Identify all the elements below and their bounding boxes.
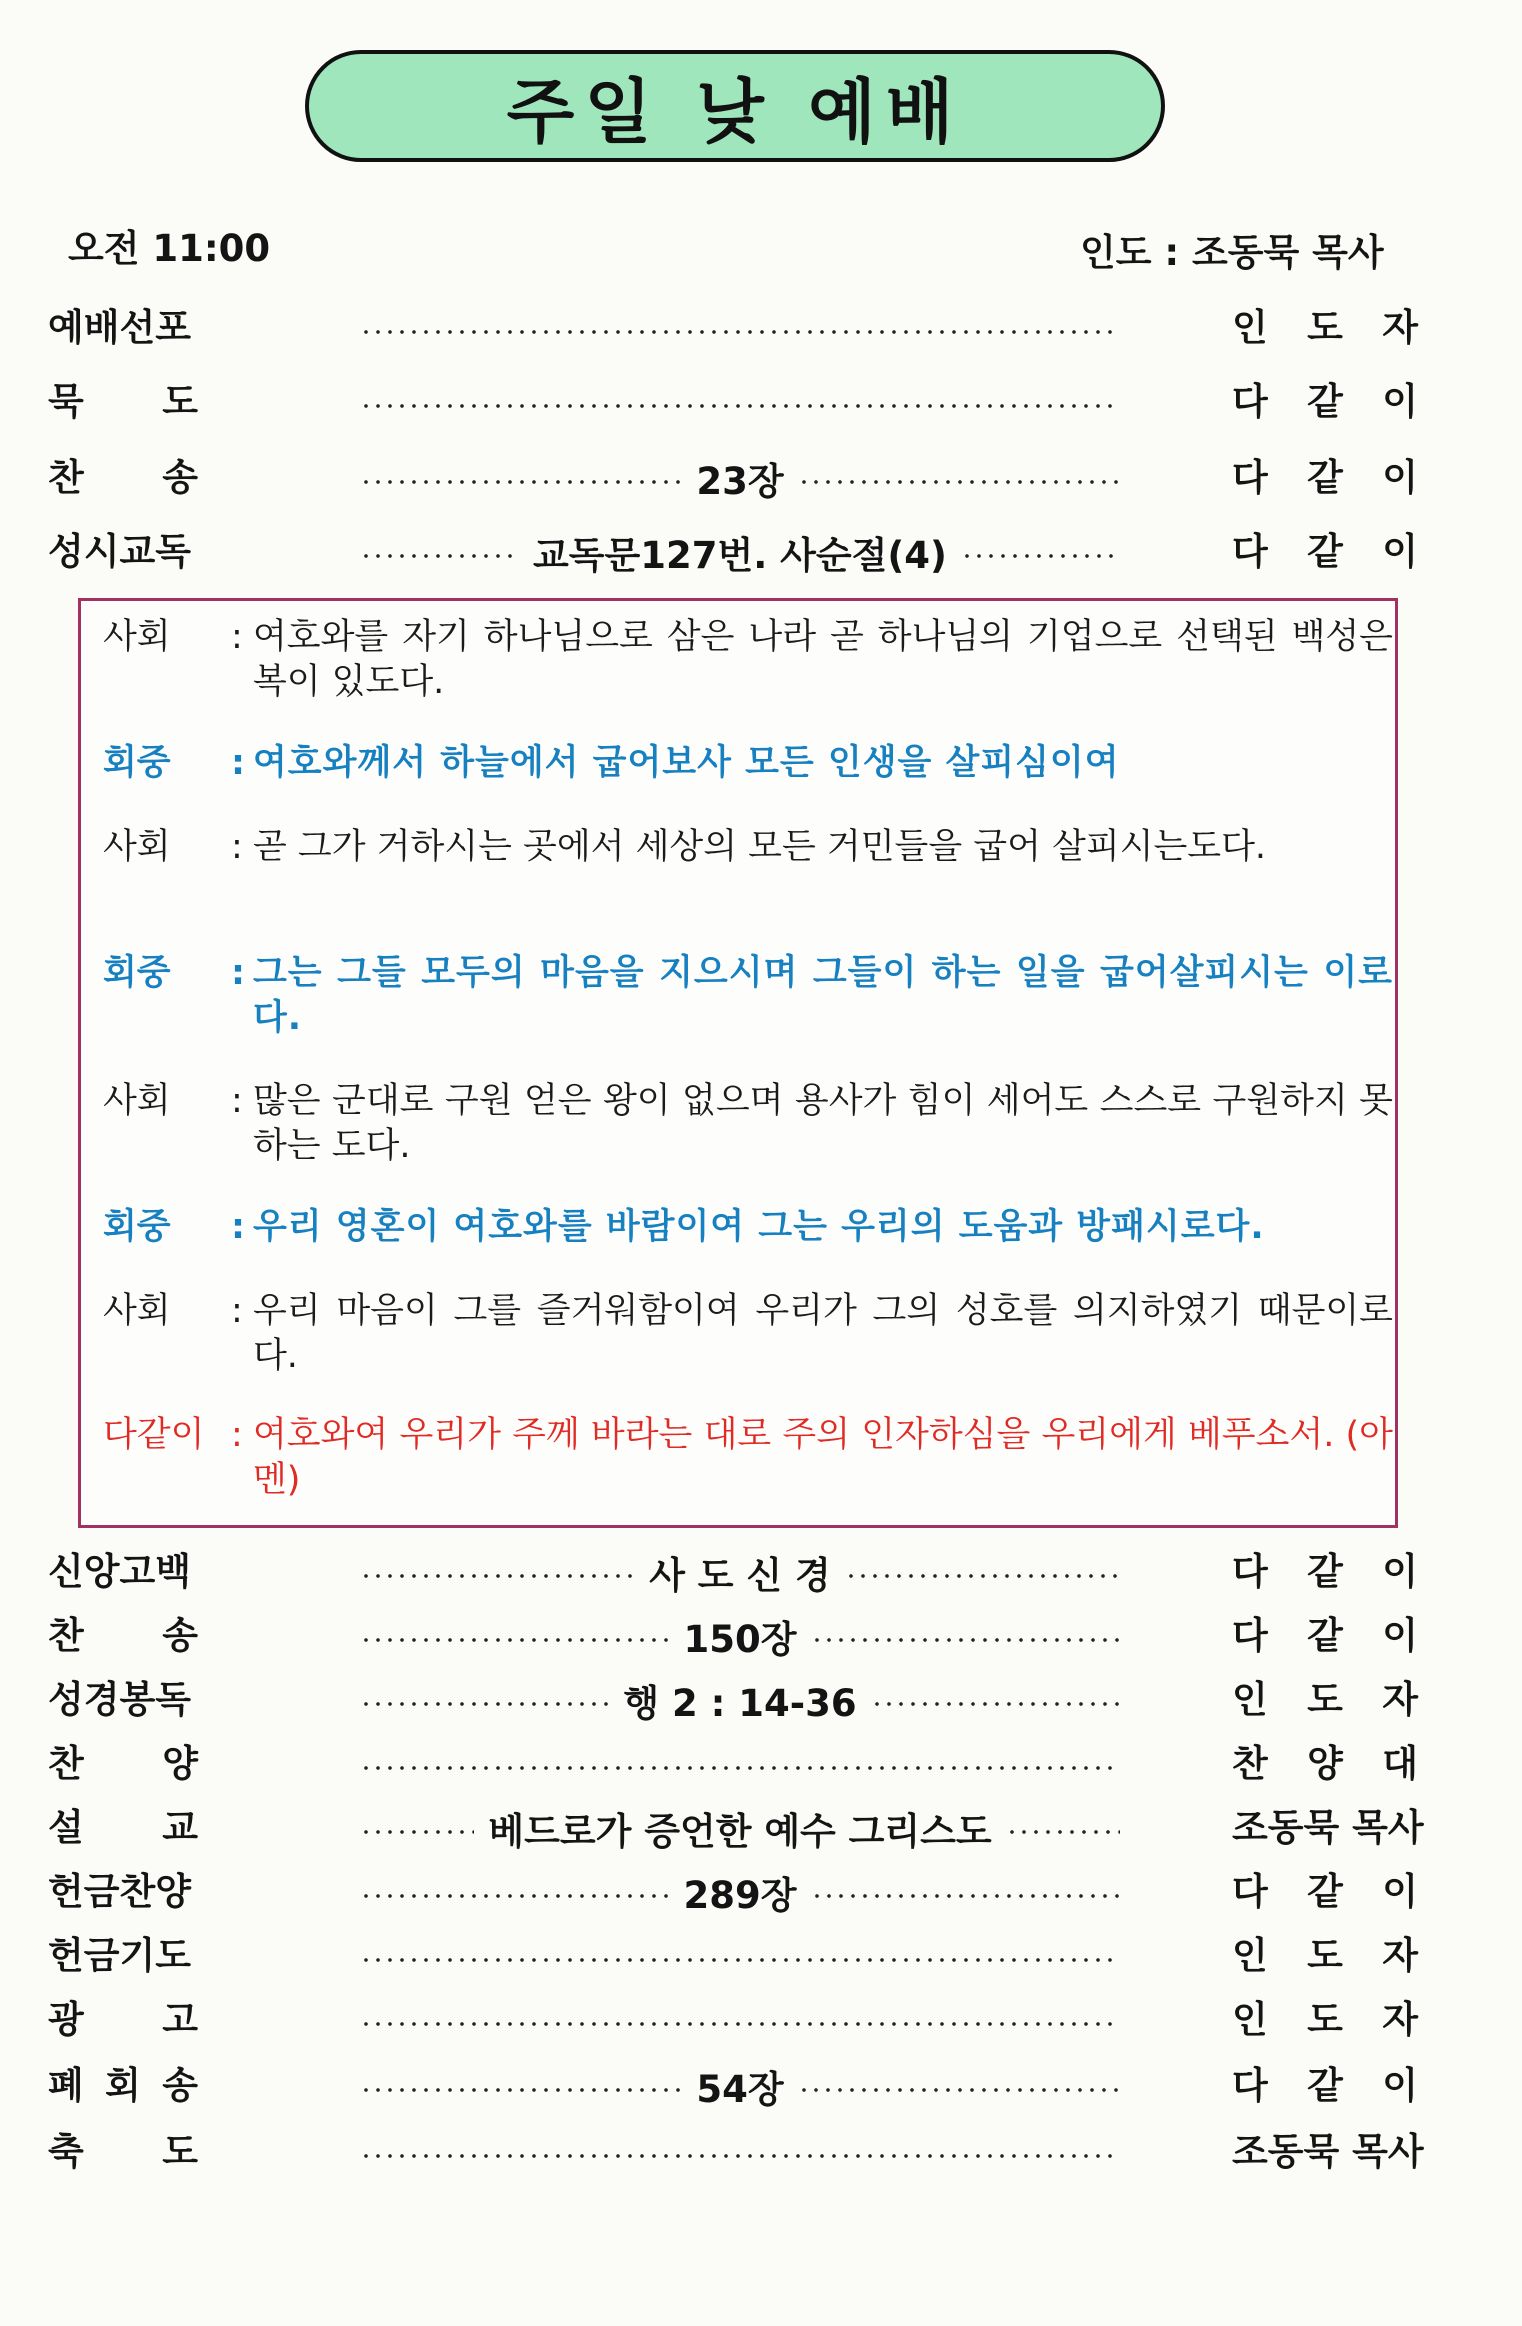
order-label: 성시교독 <box>48 530 191 573</box>
dot-leader <box>360 448 1120 508</box>
service-title-banner <box>305 50 1165 162</box>
reading-line: 사회 : 곧 그가 거하시는 곳에서 세상의 모든 거민들을 굽어 살피시는도다. <box>103 825 1393 870</box>
order-by: 다 같 이 <box>1232 1870 1418 1913</box>
order-row <box>0 1990 1522 2050</box>
reading-line: 회중 : 여호와께서 하늘에서 굽어보사 모든 인생을 살피심이여 <box>103 741 1393 786</box>
order-by: 인 도 자 <box>1232 306 1418 349</box>
service-time: 오전 11:00 <box>68 227 271 270</box>
order-label: 헌금기도 <box>48 1934 191 1977</box>
dot-leader <box>360 2056 1120 2116</box>
reading-speaker: 회중 <box>103 1207 171 1247</box>
responsive-reading-box <box>78 598 1398 1528</box>
order-detail: 54장 <box>696 2068 784 2111</box>
reading-text: 여호와를 자기 하나님으로 삼은 나라 곧 하나님의 기업으로 선택된 백성은 복이 있도다. <box>253 617 1393 702</box>
reading-speaker: 사회 <box>103 827 171 867</box>
dot-leader <box>360 1862 1120 1922</box>
order-detail: 150장 <box>683 1618 797 1661</box>
order-detail: 베드로가 증언한 예수 그리스도 <box>488 1810 992 1853</box>
dot-leader <box>360 1606 1120 1666</box>
order-detail: 사 도 신 경 <box>649 1554 831 1597</box>
order-label: 묵 도 <box>48 380 198 423</box>
order-label: 폐 회 송 <box>48 2064 198 2107</box>
order-row <box>0 298 1522 358</box>
order-label: 신앙고백 <box>48 1550 191 1593</box>
reading-text: 여호와께서 하늘에서 굽어보사 모든 인생을 살피심이여 <box>253 743 1120 783</box>
reading-speaker: 사회 <box>103 1081 171 1121</box>
dot-leader <box>360 1990 1120 2050</box>
order-by: 찬 양 대 <box>1232 1742 1418 1785</box>
reading-speaker: 회중 <box>103 953 171 993</box>
reading-speaker: 사회 <box>103 1291 171 1331</box>
reading-line: 사회 : 여호와를 자기 하나님으로 삼은 나라 곧 하나님의 기업으로 선택된 백성은 복이 있도다. <box>103 615 1393 705</box>
reading-line: 다같이 : 여호와여 우리가 주께 바라는 대로 주의 인자하심을 우리에게 베푸소서. (아멘) <box>103 1413 1393 1503</box>
order-by: 다 같 이 <box>1232 380 1418 423</box>
dot-leader <box>360 1542 1120 1602</box>
order-row <box>0 448 1522 508</box>
order-by: 다 같 이 <box>1232 530 1418 573</box>
order-row <box>0 372 1522 432</box>
order-row <box>0 1926 1522 1986</box>
reading-text: 우리 마음이 그를 즐거워함이여 우리가 그의 성호를 의지하였기 때문이로다. <box>253 1291 1393 1376</box>
order-by: 조동묵 목사 <box>1232 1806 1424 1849</box>
order-label: 축 도 <box>48 2130 198 2173</box>
order-row <box>0 2056 1522 2116</box>
dot-leader <box>360 1670 1120 1730</box>
reading-speaker: 다같이 <box>103 1415 205 1455</box>
order-detail: 289장 <box>683 1874 797 1917</box>
order-detail: 23장 <box>696 460 784 503</box>
reading-line: 회중 : 우리 영혼이 여호와를 바람이여 그는 우리의 도움과 방패시로다. <box>103 1205 1393 1250</box>
order-by: 조동묵 목사 <box>1232 2130 1424 2173</box>
order-label: 설 교 <box>48 1806 198 1849</box>
reading-text: 많은 군대로 구원 얻은 왕이 없으며 용사가 힘이 세어도 스스로 구원하지 못하는 도다. <box>253 1081 1393 1166</box>
reading-text: 우리 영혼이 여호와를 바람이여 그는 우리의 도움과 방패시로다. <box>253 1207 1265 1247</box>
order-row <box>0 2122 1522 2182</box>
order-by: 다 같 이 <box>1232 2064 1418 2107</box>
order-by: 인 도 자 <box>1232 1934 1418 1977</box>
reading-speaker: 사회 <box>103 617 171 657</box>
order-by: 다 같 이 <box>1232 456 1418 499</box>
reading-speaker: 회중 <box>103 743 171 783</box>
order-label: 찬 송 <box>48 1614 198 1657</box>
dot-leader <box>360 1734 1120 1794</box>
dot-leader <box>360 522 1120 582</box>
order-by: 다 같 이 <box>1232 1614 1418 1657</box>
reading-line: 회중 : 그는 그들 모두의 마음을 지으시며 그들이 하는 일을 굽어살피시는 이로다. <box>103 951 1393 1041</box>
order-by: 인 도 자 <box>1232 1678 1418 1721</box>
reading-text: 그는 그들 모두의 마음을 지으시며 그들이 하는 일을 굽어살피시는 이로다. <box>253 953 1393 1038</box>
order-row <box>0 1606 1522 1666</box>
order-label: 찬 송 <box>48 456 198 499</box>
dot-leader <box>360 2122 1120 2182</box>
service-title: 주일 낮 예배 <box>506 70 964 153</box>
order-label: 광 고 <box>48 1998 198 2041</box>
order-detail: 행 2 : 14-36 <box>623 1682 857 1725</box>
reading-text: 여호와여 우리가 주께 바라는 대로 주의 인자하심을 우리에게 베푸소서. (아멘) <box>253 1415 1393 1500</box>
reading-line: 사회 : 많은 군대로 구원 얻은 왕이 없으며 용사가 힘이 세어도 스스로 구원하지 못하는 도다. <box>103 1079 1393 1169</box>
order-label: 헌금찬양 <box>48 1870 191 1913</box>
order-label: 찬 양 <box>48 1742 198 1785</box>
order-by: 다 같 이 <box>1232 1550 1418 1593</box>
order-by: 인 도 자 <box>1232 1998 1418 2041</box>
order-detail: 교독문127번. 사순절(4) <box>533 534 947 577</box>
order-row <box>0 1670 1522 1730</box>
order-row <box>0 522 1522 582</box>
service-leader: 인도 : 조동묵 목사 <box>1080 231 1384 274</box>
dot-leader <box>360 1926 1120 1986</box>
order-label: 예배선포 <box>48 306 191 349</box>
order-row <box>0 1734 1522 1794</box>
order-row <box>0 1862 1522 1922</box>
order-label: 성경봉독 <box>48 1678 191 1721</box>
reading-text: 곧 그가 거하시는 곳에서 세상의 모든 거민들을 굽어 살피시는도다. <box>253 827 1267 867</box>
dot-leader <box>360 372 1120 432</box>
reading-line: 사회 : 우리 마음이 그를 즐거워함이여 우리가 그의 성호를 의지하였기 때문이로다. <box>103 1289 1393 1379</box>
order-row <box>0 1798 1522 1858</box>
dot-leader <box>360 298 1120 358</box>
order-row <box>0 1542 1522 1602</box>
dot-leader <box>360 1798 1120 1858</box>
